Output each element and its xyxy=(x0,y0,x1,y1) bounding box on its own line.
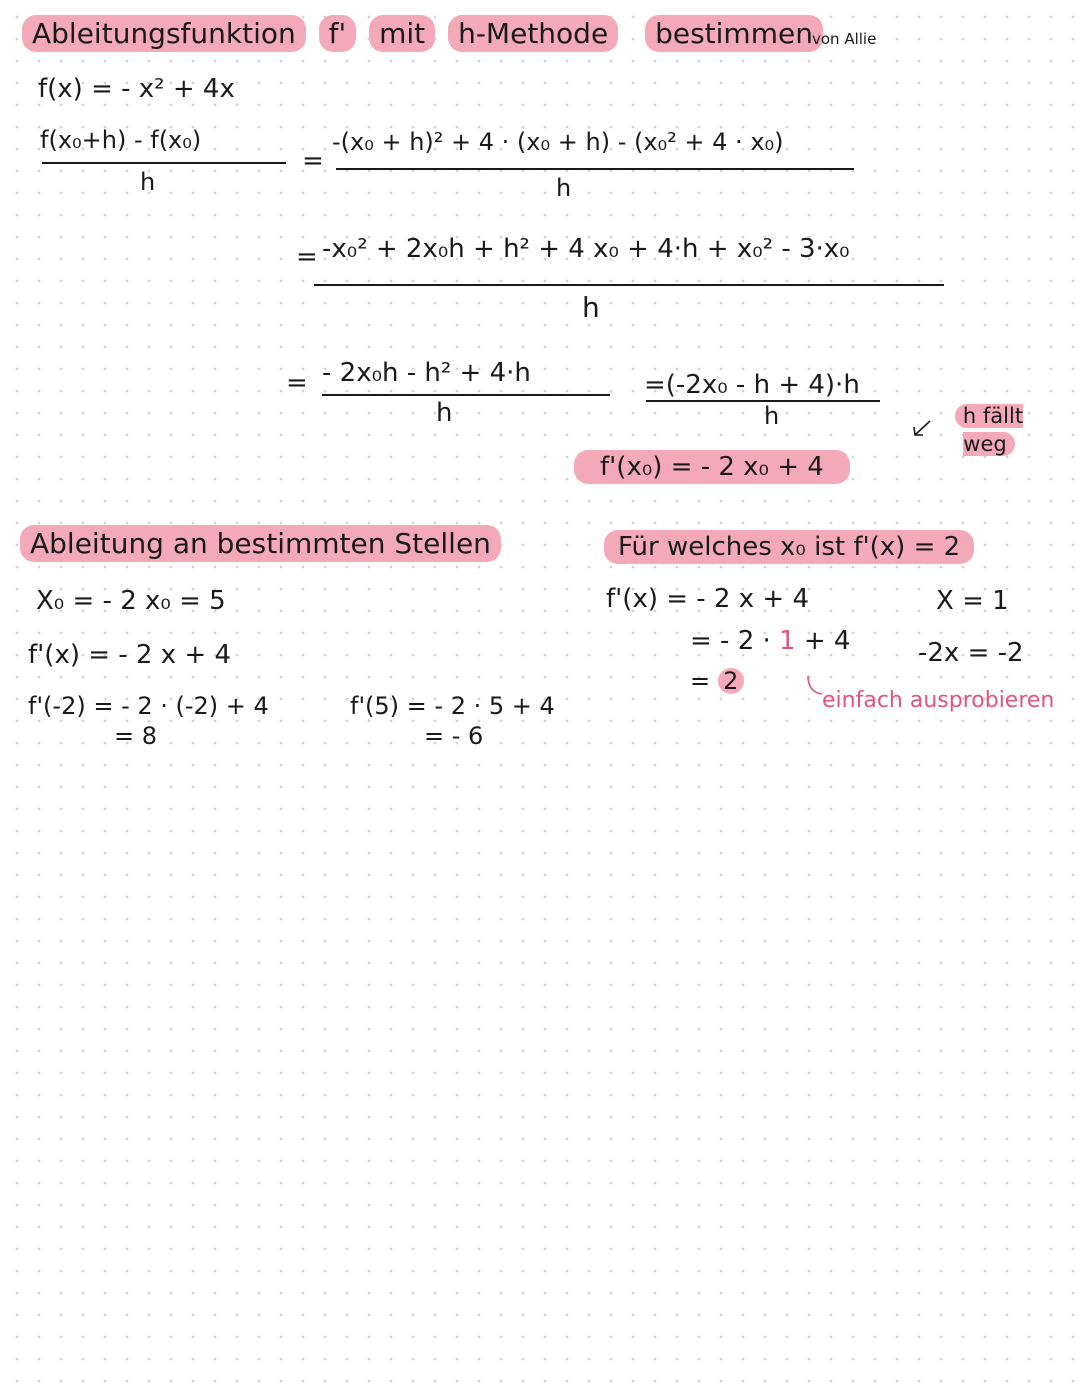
section-left-heading: Ableitung an bestimmten Stellen xyxy=(20,530,501,558)
rhs2-fraction-bar xyxy=(314,284,944,286)
title-row xyxy=(22,17,823,50)
title-f-prime: f' xyxy=(319,15,357,52)
title-mit: mit xyxy=(369,15,435,52)
calc-f-minus-2: f'(-2) = - 2 · (-2) + 4 xyxy=(28,692,269,720)
right-derivative: f'(x) = - 2 x + 4 xyxy=(606,584,809,614)
equals-sign-1: = xyxy=(302,146,324,176)
rhs1-fraction-bar xyxy=(336,168,854,170)
x-equals-1: X = 1 xyxy=(936,586,1009,616)
rhs4-denominator: h xyxy=(764,402,780,430)
tip-einfach-ausprobieren: einfach ausprobieren xyxy=(822,688,1055,713)
rhs4-numerator: =(-2x₀ - h + 4)·h xyxy=(644,370,860,400)
calc-f-minus-2-result: = 8 xyxy=(114,722,158,750)
minus-2x-equation: -2x = -2 xyxy=(918,638,1024,668)
arrow-icon xyxy=(910,418,934,440)
lhs-numerator: f(x₀+h) - f(x₀) xyxy=(40,126,202,154)
rhs1-denominator: h xyxy=(556,174,572,202)
step-2-value: 2 xyxy=(718,668,744,694)
lhs-fraction-bar xyxy=(42,162,286,164)
author-note: von Allie xyxy=(812,30,877,48)
rhs1-numerator: -(x₀ + h)² + 4 · (x₀ + h) - (x₀² + 4 · x₀) xyxy=(332,128,784,156)
section-right-heading: Für welches x₀ ist f'(x) = 2 xyxy=(604,534,974,560)
hook-arrow-icon xyxy=(804,674,824,700)
right-step-1: = - 2 · 1 + 4 xyxy=(690,626,851,656)
title-bestimmen: bestimmen xyxy=(645,15,823,52)
rhs3-numerator: - 2x₀h - h² + 4·h xyxy=(322,358,531,388)
derivative-result: f'(x₀) = - 2 x₀ + 4 xyxy=(574,454,850,480)
title-h-methode: h-Methode xyxy=(448,15,618,52)
function-definition: f(x) = - x² + 4x xyxy=(38,74,235,104)
note-h-faellt-weg: h fällt weg xyxy=(934,402,1044,458)
rhs2-denominator: h xyxy=(582,291,600,324)
calc-f-5: f'(5) = - 2 · 5 + 4 xyxy=(350,692,555,720)
rhs4-fraction-bar xyxy=(646,400,880,402)
rhs3-fraction-bar xyxy=(322,394,610,396)
rhs2-numerator: -x₀² + 2x₀h + h² + 4 x₀ + 4·h + x₀² - 3·x₀ xyxy=(322,234,850,264)
equals-sign-3: = xyxy=(286,368,308,398)
equals-sign-2: = xyxy=(296,242,318,272)
lhs-denominator: h xyxy=(140,168,156,196)
left-derivative: f'(x) = - 2 x + 4 xyxy=(28,640,231,670)
rhs3-denominator: h xyxy=(436,398,453,428)
title-ableitungsfunktion: Ableitungsfunktion xyxy=(22,15,306,52)
right-step-2: = 2 xyxy=(690,668,744,694)
step-1-value: 1 xyxy=(779,626,796,656)
calc-f-5-result: = - 6 xyxy=(424,722,484,750)
points-x0: X₀ = - 2 x₀ = 5 xyxy=(36,586,226,616)
